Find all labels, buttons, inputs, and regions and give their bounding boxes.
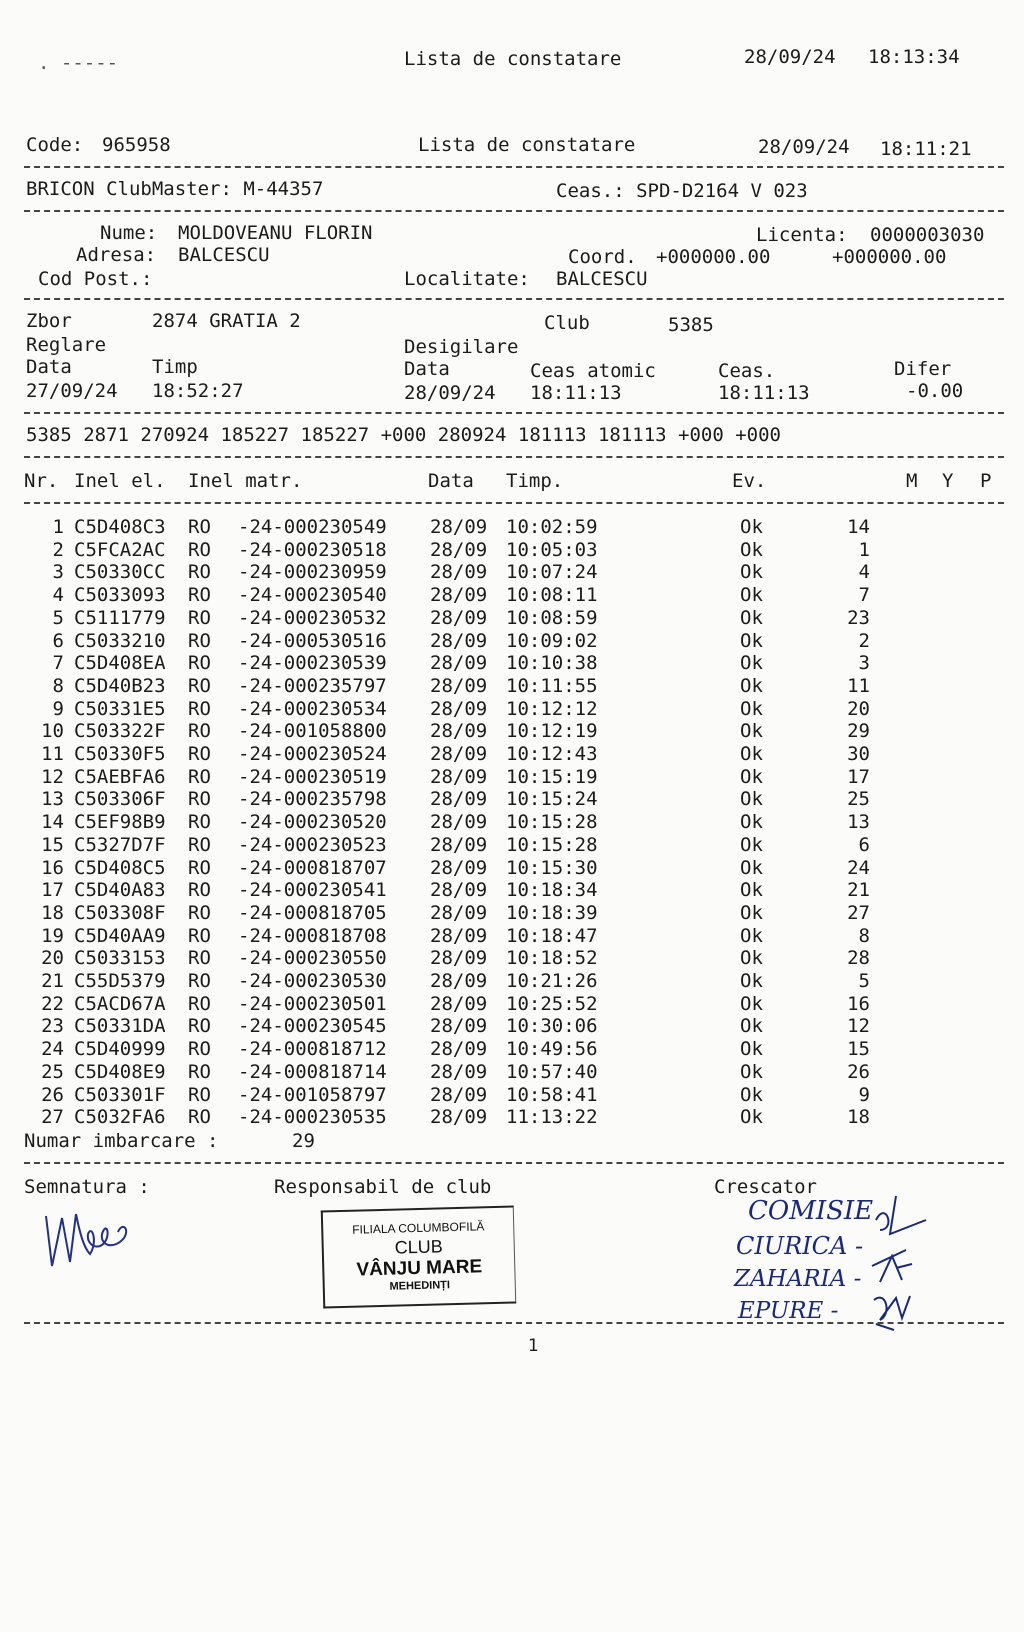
- cell-timp: 10:12:19: [506, 720, 598, 743]
- cell-val: 7: [858, 584, 870, 607]
- cell-data: 28/09: [430, 1060, 488, 1083]
- crescator-label: Crescator: [714, 1176, 817, 1198]
- cell-val: 20: [847, 697, 870, 720]
- cell-data: 28/09: [430, 924, 488, 947]
- cell-val: 3: [858, 652, 870, 675]
- code-line: 5385 2871 270924 185227 185227 +000 280924 181113 181113 +000 +000: [26, 424, 781, 446]
- cell-timp: 10:08:59: [506, 606, 598, 629]
- cell-inel-el: C503301F: [74, 1083, 166, 1106]
- cell-nr: 15: [41, 833, 64, 856]
- semnatura-label: Semnatura :: [24, 1176, 150, 1198]
- cell-data: 28/09: [430, 765, 488, 788]
- cell-ro: RO: [188, 970, 211, 992]
- cell-ro: RO: [188, 856, 211, 879]
- cell-data: 28/09: [430, 901, 488, 924]
- ceas-atomic-value: 18:11:13: [530, 382, 622, 404]
- cell-timp: 10:10:38: [506, 652, 598, 675]
- cell-data: 28/09: [430, 652, 488, 675]
- cell-inel-el: C5033210: [74, 629, 166, 652]
- timp-label: Timp: [152, 356, 198, 378]
- cell-inel-matr: -24-000230532: [238, 606, 387, 629]
- cell-nr: 16: [41, 856, 64, 879]
- cell-timp: 10:11:55: [506, 674, 598, 697]
- cell-timp: 10:18:47: [506, 924, 598, 947]
- licenta-label: Licenta:: [756, 224, 848, 246]
- cell-nr: 10: [41, 720, 64, 743]
- cell-ro: RO: [188, 901, 211, 924]
- cell-inel-el: C5033093: [74, 584, 166, 607]
- cell-ro: RO: [188, 606, 211, 629]
- cell-inel-matr: -24-000230535: [238, 1106, 387, 1129]
- cell-nr: 12: [41, 765, 64, 788]
- cell-data: 28/09: [430, 629, 488, 652]
- cell-inel-el: C5111779: [74, 606, 166, 629]
- cell-inel-matr: -24-000230524: [238, 743, 387, 765]
- cell-timp: 10:30:06: [506, 1015, 598, 1038]
- cell-data: 28/09: [430, 674, 488, 697]
- cell-ro: RO: [188, 516, 211, 538]
- cell-nr: 7: [52, 652, 64, 675]
- cell-ev: Ok: [740, 1060, 763, 1083]
- cell-nr: 20: [41, 947, 64, 970]
- club-stamp: [321, 1205, 516, 1308]
- cell-ev: Ok: [740, 947, 763, 970]
- cell-inel-matr: -24-000235798: [238, 788, 387, 811]
- licenta-value: 0000003030: [870, 224, 985, 246]
- coord-label: Coord.: [568, 246, 637, 268]
- cell-val: 13: [847, 811, 870, 834]
- cell-ev: Ok: [740, 879, 763, 902]
- adresa-label: Adresa:: [76, 244, 157, 266]
- cell-ro: RO: [188, 1015, 211, 1038]
- zbor-value: 2874 GRATIA 2: [152, 310, 301, 332]
- cell-ev: Ok: [740, 697, 763, 720]
- cell-timp: 10:25:52: [506, 992, 598, 1015]
- top-header-title: Lista de constatare: [404, 48, 622, 70]
- cell-ev: Ok: [740, 561, 763, 584]
- ceas-label: Ceas.: [718, 360, 776, 382]
- cell-ev: Ok: [740, 833, 763, 856]
- numar-imbarcare-label: Numar imbarcare :: [24, 1130, 219, 1152]
- desigilare-label: Desigilare: [404, 336, 519, 358]
- stamp-line-3: VÂNJU MARE: [356, 1256, 483, 1281]
- reglare-label: Reglare: [26, 334, 107, 356]
- cell-timp: 10:57:40: [506, 1060, 598, 1083]
- cell-val: 30: [847, 743, 870, 765]
- cell-ev: Ok: [740, 856, 763, 879]
- cell-inel-matr: -24-000230550: [238, 947, 387, 970]
- cell-inel-matr: -24-001058800: [238, 720, 387, 743]
- cell-data: 28/09: [430, 879, 488, 902]
- cell-data: 28/09: [430, 856, 488, 879]
- col-ev: Ev.: [732, 470, 767, 492]
- cell-val: 28: [847, 947, 870, 970]
- cell-data: 28/09: [430, 561, 488, 584]
- col-timp: Timp.: [506, 470, 564, 492]
- cell-nr: 5: [52, 606, 64, 629]
- clock-id: Ceas.: SPD-D2164 V 023: [556, 180, 808, 202]
- localitate-value: BALCESCU: [556, 268, 648, 290]
- cell-val: 23: [847, 606, 870, 629]
- cell-inel-matr: -24-000230518: [238, 538, 387, 561]
- cell-nr: 11: [41, 743, 64, 765]
- cell-inel-el: C50330F5: [74, 743, 166, 765]
- cell-ev: Ok: [740, 901, 763, 924]
- cell-val: 6: [858, 833, 870, 856]
- header-time: 18:11:21: [880, 138, 972, 160]
- cell-nr: 17: [41, 879, 64, 902]
- cell-data: 28/09: [430, 720, 488, 743]
- cell-ro: RO: [188, 992, 211, 1015]
- cell-ro: RO: [188, 584, 211, 607]
- nume-label: Nume:: [100, 222, 158, 244]
- cell-ev: Ok: [740, 584, 763, 607]
- cell-ev: Ok: [740, 516, 763, 538]
- cell-inel-matr: -24-000230530: [238, 970, 387, 992]
- cell-val: 12: [847, 1015, 870, 1038]
- cell-ev: Ok: [740, 652, 763, 675]
- cell-inel-el: C5D408E9: [74, 1060, 166, 1083]
- cell-timp: 10:18:52: [506, 947, 598, 970]
- cell-inel-el: C50331E5: [74, 697, 166, 720]
- cell-nr: 21: [41, 970, 64, 992]
- cell-val: 21: [847, 879, 870, 902]
- cell-timp: 11:13:22: [506, 1106, 598, 1129]
- cell-ev: Ok: [740, 606, 763, 629]
- reglare-data: 27/09/24: [26, 380, 118, 402]
- cell-inel-el: C5ACD67A: [74, 992, 166, 1015]
- cell-val: 14: [847, 516, 870, 538]
- cell-timp: 10:18:39: [506, 901, 598, 924]
- code-value: 965958: [102, 134, 171, 156]
- cell-val: 18: [847, 1106, 870, 1129]
- cell-nr: 23: [41, 1015, 64, 1038]
- zbor-label: Zbor: [26, 310, 72, 332]
- cell-val: 26: [847, 1060, 870, 1083]
- cell-inel-matr: -24-000230523: [238, 833, 387, 856]
- cell-inel-matr: -24-001058797: [238, 1083, 387, 1106]
- divider: [24, 1322, 1004, 1324]
- cell-timp: 10:15:28: [506, 811, 598, 834]
- cell-data: 28/09: [430, 516, 488, 538]
- cell-inel-el: C55D5379: [74, 970, 166, 992]
- cell-val: 15: [847, 1038, 870, 1061]
- cell-ev: Ok: [740, 1038, 763, 1061]
- cell-inel-matr: -24-000530516: [238, 629, 387, 652]
- data2-label: Data: [404, 358, 450, 380]
- col-p: P: [980, 470, 992, 492]
- cell-data: 28/09: [430, 1015, 488, 1038]
- cell-inel-el: C5AEBFA6: [74, 765, 166, 788]
- cell-data: 28/09: [430, 584, 488, 607]
- cell-data: 28/09: [430, 1106, 488, 1129]
- cell-inel-matr: -24-000230545: [238, 1015, 387, 1038]
- difer-label: Difer: [894, 358, 952, 380]
- cell-nr: 9: [52, 697, 64, 720]
- cell-data: 28/09: [430, 606, 488, 629]
- cell-inel-matr: -24-000230541: [238, 879, 387, 902]
- cell-nr: 18: [41, 901, 64, 924]
- col-inel-el: Inel el.: [74, 470, 166, 492]
- cell-val: 1: [858, 538, 870, 561]
- cell-inel-el: C5D40A83: [74, 879, 166, 902]
- cell-ro: RO: [188, 674, 211, 697]
- divider: [24, 1162, 1004, 1164]
- cell-nr: 6: [52, 629, 64, 652]
- cell-data: 28/09: [430, 697, 488, 720]
- cell-nr: 22: [41, 992, 64, 1015]
- cell-ro: RO: [188, 1060, 211, 1083]
- cell-data: 28/09: [430, 992, 488, 1015]
- hand-epure: EPURE -: [738, 1298, 839, 1324]
- cell-inel-el: C5D40AA9: [74, 924, 166, 947]
- cell-ro: RO: [188, 743, 211, 765]
- cell-inel-el: C5EF98B9: [74, 811, 166, 834]
- cell-ev: Ok: [740, 538, 763, 561]
- cell-ev: Ok: [740, 1015, 763, 1038]
- cell-ev: Ok: [740, 1106, 763, 1129]
- divider: [24, 412, 1004, 414]
- col-y: Y: [942, 470, 954, 492]
- coord-x: +000000.00: [656, 246, 771, 268]
- cell-timp: 10:12:12: [506, 697, 598, 720]
- cell-val: 8: [858, 924, 870, 947]
- hand-ciurica: CIURICA -: [736, 1232, 864, 1260]
- cell-timp: 10:18:34: [506, 879, 598, 902]
- cell-val: 17: [847, 765, 870, 788]
- cell-nr: 26: [41, 1083, 64, 1106]
- cell-ev: Ok: [740, 629, 763, 652]
- cell-ro: RO: [188, 788, 211, 811]
- cell-inel-matr: -24-000230520: [238, 811, 387, 834]
- ceas-atomic-label: Ceas atomic: [530, 360, 656, 382]
- hand-comisie: COMISIE: [748, 1196, 874, 1226]
- col-data: Data: [428, 470, 474, 492]
- cell-inel-matr: -24-000230539: [238, 652, 387, 675]
- table-header: [24, 470, 992, 492]
- cell-val: 9: [858, 1083, 870, 1106]
- cell-inel-el: C5D40999: [74, 1038, 166, 1061]
- cell-ro: RO: [188, 811, 211, 834]
- cell-inel-matr: -24-000818705: [238, 901, 387, 924]
- top-header-date: 28/09/24: [744, 46, 836, 68]
- cell-data: 28/09: [430, 1038, 488, 1061]
- cell-inel-matr: -24-000235797: [238, 674, 387, 697]
- cell-val: 4: [858, 561, 870, 584]
- cell-data: 28/09: [430, 1083, 488, 1106]
- cell-inel-el: C50331DA: [74, 1015, 166, 1038]
- cell-data: 28/09: [430, 970, 488, 992]
- cell-ro: RO: [188, 947, 211, 970]
- cell-val: 11: [847, 674, 870, 697]
- cell-ro: RO: [188, 1106, 211, 1129]
- cell-inel-matr: -24-000818707: [238, 856, 387, 879]
- cell-val: 5: [858, 970, 870, 992]
- divider: [24, 298, 1004, 300]
- cell-timp: 10:15:19: [506, 765, 598, 788]
- cell-timp: 10:02:59: [506, 516, 598, 538]
- cell-nr: 3: [52, 561, 64, 584]
- cell-data: 28/09: [430, 788, 488, 811]
- cell-timp: 10:05:03: [506, 538, 598, 561]
- club-label: Club: [544, 312, 590, 334]
- cell-ev: Ok: [740, 970, 763, 992]
- responsabil-label: Responsabil de club: [274, 1176, 492, 1198]
- cell-timp: 10:09:02: [506, 629, 598, 652]
- cell-val: 27: [847, 901, 870, 924]
- desigilare-data: 28/09/24: [404, 382, 496, 404]
- cell-inel-el: C503322F: [74, 720, 166, 743]
- cell-nr: 2: [52, 538, 64, 561]
- cell-ev: Ok: [740, 765, 763, 788]
- cell-nr: 1: [52, 516, 64, 538]
- cell-inel-el: C503308F: [74, 901, 166, 924]
- col-inel-matr: Inel matr.: [188, 470, 303, 492]
- cell-ev: Ok: [740, 811, 763, 834]
- col-m: M: [906, 470, 918, 492]
- cell-ro: RO: [188, 652, 211, 675]
- clubmaster-id: BRICON ClubMaster: M-44357: [26, 178, 324, 200]
- cell-ev: Ok: [740, 743, 763, 765]
- top-header-fragment: . -----: [38, 52, 119, 74]
- cell-ev: Ok: [740, 720, 763, 743]
- cell-inel-el: C5FCA2AC: [74, 538, 166, 561]
- page-number: 1: [528, 1336, 539, 1356]
- cell-timp: 10:58:41: [506, 1083, 598, 1106]
- cell-data: 28/09: [430, 947, 488, 970]
- divider: [24, 166, 1004, 168]
- cell-inel-el: C5D408EA: [74, 652, 166, 675]
- cell-nr: 4: [52, 584, 64, 607]
- divider: [24, 456, 1004, 458]
- divider: [24, 502, 1004, 504]
- cell-val: 24: [847, 856, 870, 879]
- cell-val: 25: [847, 788, 870, 811]
- cell-inel-el: C5D408C3: [74, 516, 166, 538]
- cell-val: 16: [847, 992, 870, 1015]
- divider: [24, 210, 1004, 212]
- cell-timp: 10:49:56: [506, 1038, 598, 1061]
- codpost-label: Cod Post.:: [38, 268, 153, 290]
- cell-inel-matr: -24-000230540: [238, 584, 387, 607]
- ceas-value: 18:11:13: [718, 382, 810, 404]
- cell-data: 28/09: [430, 811, 488, 834]
- cell-timp: 10:21:26: [506, 970, 598, 992]
- header-title: Lista de constatare: [418, 134, 636, 156]
- cell-ro: RO: [188, 697, 211, 720]
- cell-data: 28/09: [430, 538, 488, 561]
- cell-inel-matr: -24-000230959: [238, 561, 387, 584]
- header-date: 28/09/24: [758, 136, 850, 158]
- cell-nr: 14: [41, 811, 64, 834]
- cell-ro: RO: [188, 629, 211, 652]
- reglare-timp: 18:52:27: [152, 380, 244, 402]
- stamp-line-1: FILIALA COLUMBOFILĂ: [352, 1219, 485, 1237]
- cell-ro: RO: [188, 1083, 211, 1106]
- cell-inel-el: C5D408C5: [74, 856, 166, 879]
- cell-ro: RO: [188, 765, 211, 788]
- cell-ro: RO: [188, 720, 211, 743]
- cell-nr: 27: [41, 1106, 64, 1129]
- cell-ev: Ok: [740, 924, 763, 947]
- cell-inel-el: C5032FA6: [74, 1106, 166, 1129]
- cell-inel-matr: -24-000230549: [238, 516, 387, 538]
- cell-data: 28/09: [430, 743, 488, 765]
- signature-marks: [866, 1190, 956, 1340]
- cell-timp: 10:07:24: [506, 561, 598, 584]
- cell-ro: RO: [188, 833, 211, 856]
- nume-value: MOLDOVEANU FLORIN: [178, 222, 373, 244]
- cell-inel-el: C50330CC: [74, 561, 166, 584]
- cell-ro: RO: [188, 879, 211, 902]
- cell-timp: 10:15:30: [506, 856, 598, 879]
- cell-inel-matr: -24-000230519: [238, 765, 387, 788]
- cell-ev: Ok: [740, 674, 763, 697]
- col-nr: Nr.: [24, 470, 59, 492]
- cell-inel-matr: -24-000818708: [238, 924, 387, 947]
- club-value: 5385: [668, 314, 714, 336]
- stamp-line-4: MEHEDINȚI: [389, 1279, 451, 1293]
- cell-inel-el: C5D40B23: [74, 674, 166, 697]
- cell-timp: 10:12:43: [506, 743, 598, 765]
- cell-ev: Ok: [740, 992, 763, 1015]
- cell-nr: 24: [41, 1038, 64, 1061]
- cell-inel-el: C503306F: [74, 788, 166, 811]
- signature-scribble: [40, 1204, 140, 1274]
- cell-ev: Ok: [740, 788, 763, 811]
- cell-data: 28/09: [430, 833, 488, 856]
- cell-nr: 25: [41, 1060, 64, 1083]
- stamp-line-2: CLUB: [394, 1236, 443, 1258]
- code-label: Code:: [26, 134, 84, 156]
- cell-ro: RO: [188, 561, 211, 584]
- cell-ro: RO: [188, 924, 211, 947]
- top-header-time: 18:13:34: [868, 46, 960, 68]
- cell-timp: 10:15:28: [506, 833, 598, 856]
- cell-inel-el: C5327D7F: [74, 833, 166, 856]
- cell-ev: Ok: [740, 1083, 763, 1106]
- localitate-label: Localitate:: [404, 268, 530, 290]
- cell-inel-el: C5033153: [74, 947, 166, 970]
- hand-zaharia: ZAHARIA -: [734, 1266, 862, 1292]
- cell-nr: 8: [52, 674, 64, 697]
- cell-val: 2: [858, 629, 870, 652]
- coord-y: +000000.00: [832, 246, 947, 268]
- numar-imbarcare-value: 29: [292, 1130, 315, 1152]
- cell-inel-matr: -24-000230501: [238, 992, 387, 1015]
- cell-ro: RO: [188, 1038, 211, 1061]
- cell-val: 29: [847, 720, 870, 743]
- adresa-value: BALCESCU: [178, 244, 270, 266]
- cell-timp: 10:08:11: [506, 584, 598, 607]
- difer-value: -0.00: [906, 380, 964, 402]
- cell-inel-matr: -24-000818714: [238, 1060, 387, 1083]
- data-label: Data: [26, 356, 72, 378]
- cell-inel-matr: -24-000230534: [238, 697, 387, 720]
- cell-ro: RO: [188, 538, 211, 561]
- cell-nr: 19: [41, 924, 64, 947]
- cell-inel-matr: -24-000818712: [238, 1038, 387, 1061]
- cell-nr: 13: [41, 788, 64, 811]
- cell-timp: 10:15:24: [506, 788, 598, 811]
